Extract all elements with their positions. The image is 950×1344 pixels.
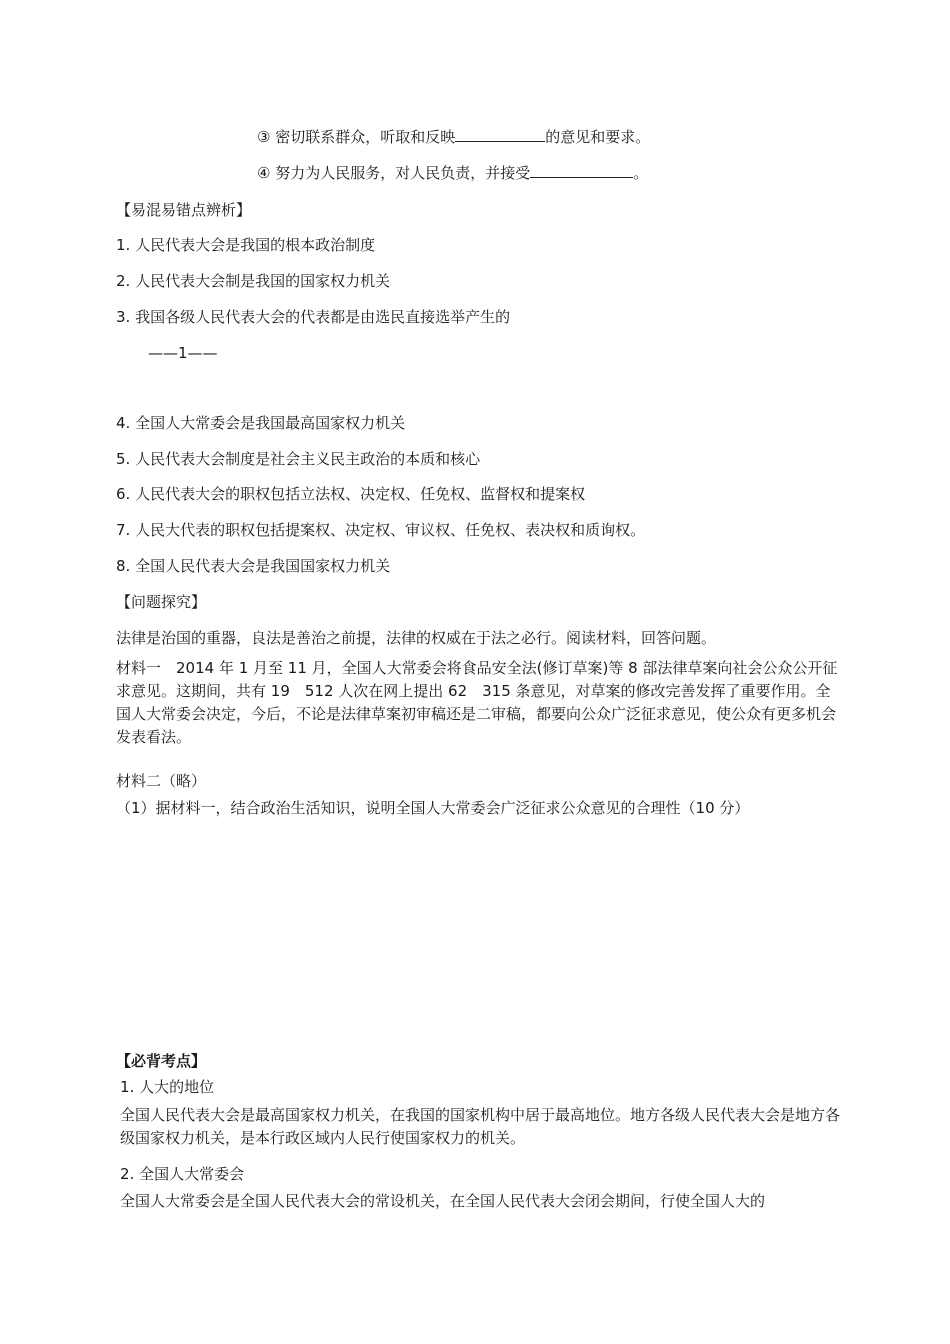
key-points-heading: 【必背考点】 xyxy=(116,1052,207,1070)
inquiry-heading: 【问题探究】 xyxy=(116,593,207,611)
material-one: 材料一 2014 年 1 月至 11 月，全国人大常委会将食品安全法(修订草案)等 8 部法律草案向社会公众公开征求意见。这期间，共有 19 512 人次在网上提出 62 315 条意见，对草案的修改完善发挥了重要作用。全国人大常委会决定，今后，不论是法律草案初审稿还是二审稿，都要向公众广泛征求意见，使公众有更多机会发表看法。 xyxy=(116,659,838,746)
duty-item-3 xyxy=(257,127,650,147)
confusion-item-4: 4. 全国人大常委会是我国最高国家权力机关 xyxy=(116,414,406,432)
inquiry-intro: 法律是治国的重器，良法是善治之前提，法律的权威在于法之必行。阅读材料，回答问题。 xyxy=(116,629,717,647)
confusion-item-2: 2. 人民代表大会制是我国的国家权力机关 xyxy=(116,272,391,290)
material-two: 材料二（略） xyxy=(116,772,207,790)
duty-item-3-prefix: ③ 密切联系群众，听取和反映 xyxy=(257,128,456,146)
confusion-heading: 【易混易错点辨析】 xyxy=(116,201,252,219)
duty-item-4-suffix: 。 xyxy=(633,164,649,182)
answer-blank[interactable] xyxy=(455,127,545,142)
key-point-1-text: 全国人民代表大会是最高国家权力机关，在我国的国家机构中居于最高地位。地方各级人民代表大会是地方各级国家权力机关，是本行政区域内人民行使国家权力的机关。 xyxy=(120,1106,841,1147)
key-point-2-text: 全国人大常委会是全国人民代表大会的常设机关，在全国人民代表大会闭会期间，行使全国人大的 xyxy=(120,1192,766,1210)
confusion-item-5: 5. 人民代表大会制度是社会主义民主政治的本质和核心 xyxy=(116,450,481,468)
duty-item-4-prefix: ④ 努力为人民服务，对人民负责，并接受 xyxy=(257,164,531,182)
answer-blank[interactable] xyxy=(530,163,633,178)
confusion-item-7: 7. 人民大代表的职权包括提案权、决定权、审议权、任免权、表决权和质询权。 xyxy=(116,521,646,539)
confusion-item-1: 1. 人民代表大会是我国的根本政治制度 xyxy=(116,236,376,254)
duty-item-4 xyxy=(257,163,648,183)
key-point-2-title: 2. 全国人大常委会 xyxy=(120,1165,245,1183)
key-point-1-title: 1. 人大的地位 xyxy=(120,1078,215,1096)
confusion-item-8: 8. 全国人民代表大会是我国国家权力机关 xyxy=(116,557,391,575)
question-1: （1）据材料一，结合政治生活知识，说明全国人大常委会广泛征求公众意见的合理性（10 分） xyxy=(116,799,750,817)
confusion-item-3: 3. 我国各级人民代表大会的代表都是由选民直接选举产生的 xyxy=(116,308,511,326)
confusion-item-6: 6. 人民代表大会的职权包括立法权、决定权、任免权、监督权和提案权 xyxy=(116,485,586,503)
page-marker: ——1—— xyxy=(148,344,218,362)
duty-item-3-suffix: 的意见和要求。 xyxy=(545,128,651,146)
